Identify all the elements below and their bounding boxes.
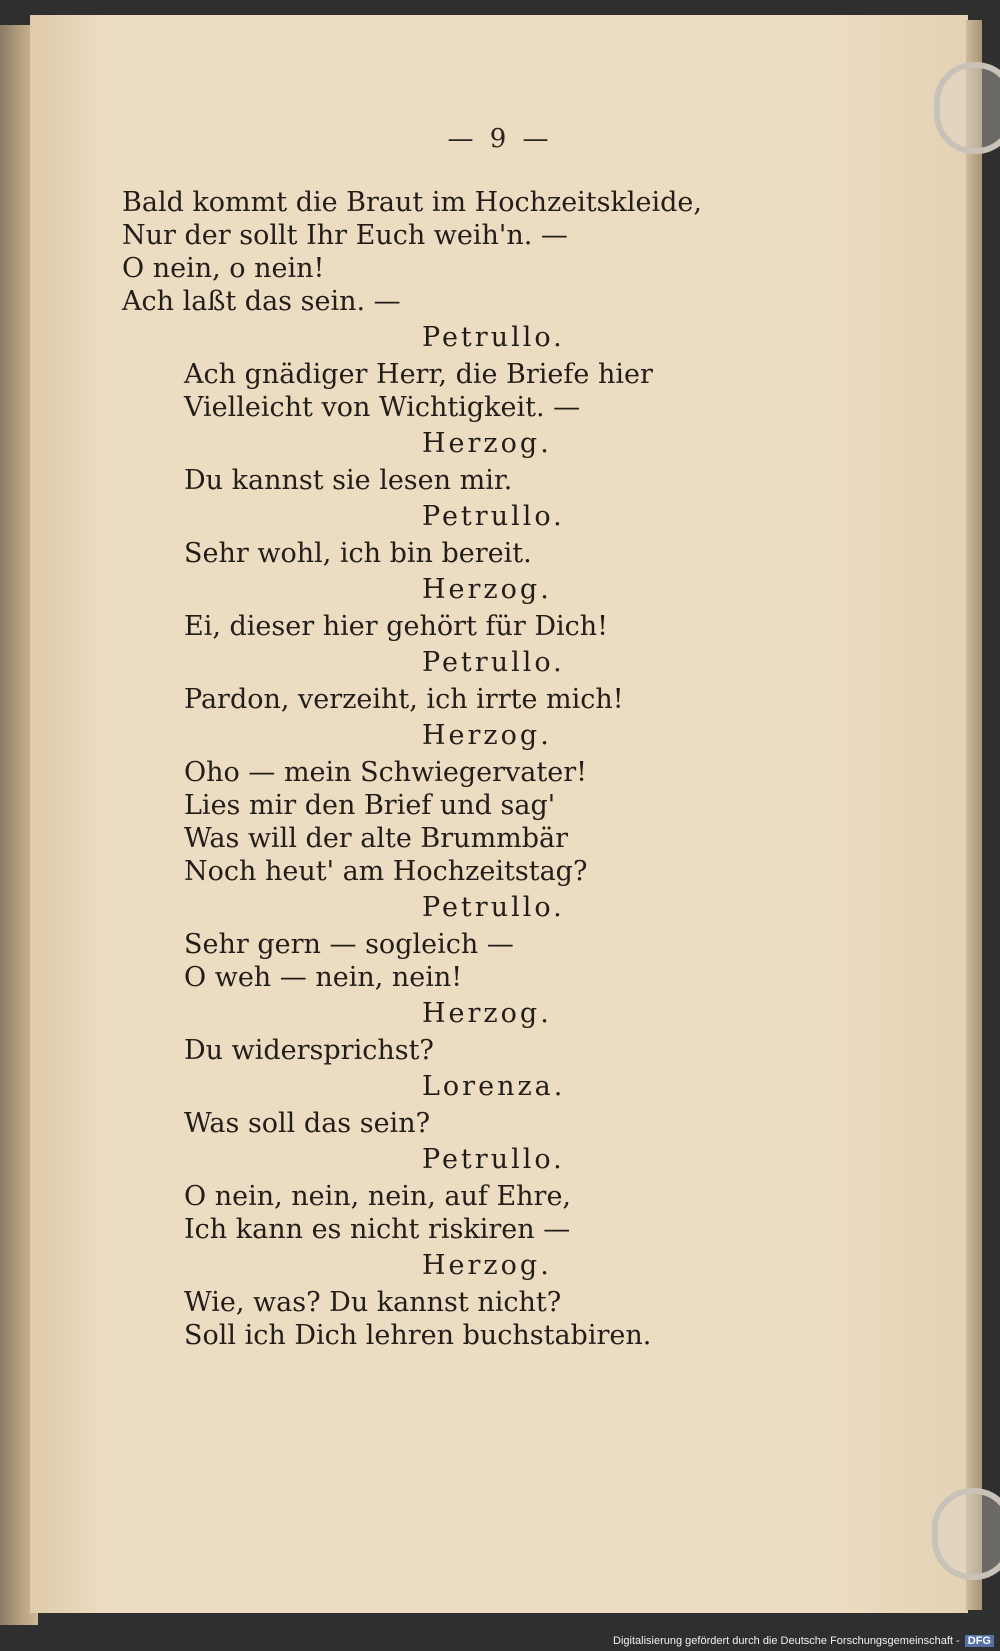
speaker-name: Petrullo. xyxy=(422,892,565,923)
verse-line: Lies mir den Brief und sag' xyxy=(184,790,556,821)
verse-line: Sehr wohl, ich bin bereit. xyxy=(184,538,532,569)
verse-line: Vielleicht von Wichtigkeit. — xyxy=(184,392,581,423)
speaker-name: Herzog. xyxy=(422,998,552,1029)
verse-line: Pardon, verzeiht, ich irrte mich! xyxy=(184,684,624,715)
speaker-name: Petrullo. xyxy=(422,1144,565,1175)
verse-line: Bald kommt die Braut im Hochzeitskleide, xyxy=(122,187,702,218)
speaker-name: Herzog. xyxy=(422,574,552,605)
footer-credit xyxy=(613,1635,994,1647)
verse-line: Nur der sollt Ihr Euch weih'n. — xyxy=(122,220,568,251)
verse-line: Was soll das sein? xyxy=(184,1108,431,1139)
verse-line: Du kannst sie lesen mir. xyxy=(184,465,513,496)
verse-line: Ei, dieser hier gehört für Dich! xyxy=(184,611,608,642)
clip-bottom-icon xyxy=(932,1488,1000,1580)
speaker-name: Herzog. xyxy=(422,1250,552,1281)
verse-line: Oho — mein Schwiegervater! xyxy=(184,757,587,788)
verse-line: Du widersprichst? xyxy=(184,1035,434,1066)
verse-line: Sehr gern — sogleich — xyxy=(184,929,514,960)
verse-line: Was will der alte Brummbär xyxy=(184,823,569,854)
footer-text: Digitalisierung gefördert durch die Deutsche Forschungsgemeinschaft - xyxy=(613,1635,960,1647)
verse-line: Noch heut' am Hochzeitstag? xyxy=(184,856,588,887)
speaker-name: Herzog. xyxy=(422,428,552,459)
verse-line: Ach laßt das sein. — xyxy=(122,286,401,317)
text-block xyxy=(122,186,822,1352)
verse-line: Soll ich Dich lehren buchstabiren. xyxy=(184,1320,652,1351)
verse-line: Ich kann es nicht riskiren — xyxy=(184,1214,571,1245)
verse-line: O nein, o nein! xyxy=(122,253,325,284)
verse-line: O weh — nein, nein! xyxy=(184,962,463,993)
page-edge xyxy=(966,20,982,1610)
speaker-name: Lorenza. xyxy=(422,1071,566,1102)
verse-line: O nein, nein, nein, auf Ehre, xyxy=(184,1181,572,1212)
verse-line: Wie, was? Du kannst nicht? xyxy=(184,1287,562,1318)
verse-line: Ach gnädiger Herr, die Briefe hier xyxy=(184,359,653,390)
dfg-logo-icon: DFG xyxy=(965,1635,994,1647)
speaker-name: Petrullo. xyxy=(422,647,565,678)
speaker-name: Petrullo. xyxy=(422,501,565,532)
speaker-name: Petrullo. xyxy=(422,322,565,353)
speaker-name: Herzog. xyxy=(422,720,552,751)
page-number: — 9 — xyxy=(447,124,553,154)
